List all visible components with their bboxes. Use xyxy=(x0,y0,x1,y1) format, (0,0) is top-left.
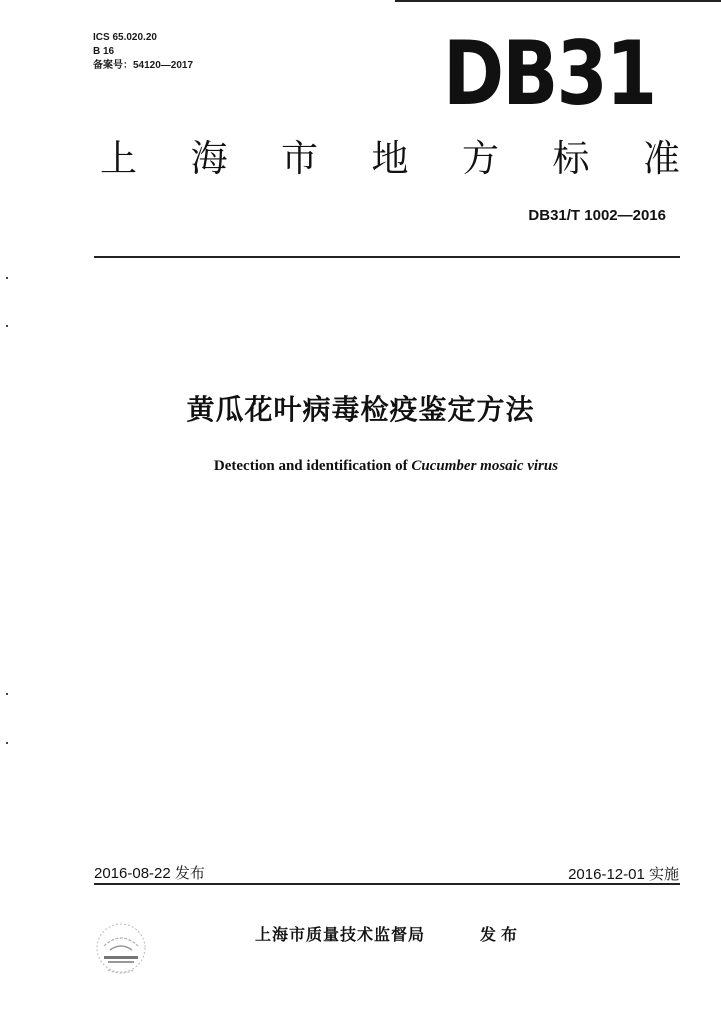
implementation-date: 2016-12-01 实施 xyxy=(568,866,679,883)
standard-type-title xyxy=(100,136,680,182)
document-title-english xyxy=(0,458,721,475)
standard-type-char: 地 xyxy=(371,137,409,180)
standard-type-char: 标 xyxy=(552,137,590,180)
classification-block xyxy=(93,31,193,73)
margin-dot xyxy=(6,693,8,695)
footer-divider xyxy=(94,883,680,885)
publication-date: 2016-08-22 发布 xyxy=(94,865,205,882)
standard-code-logo: DB31 xyxy=(443,22,656,125)
document-title-chinese: 黄瓜花叶病毒检疫鉴定方法 xyxy=(186,393,535,426)
standard-type-char: 海 xyxy=(190,137,228,180)
ics-code: ICS 65.020.20 xyxy=(93,32,157,43)
margin-dot xyxy=(6,277,8,279)
english-title-prefix: Detection and identification of xyxy=(213,458,412,474)
official-seal-stamp xyxy=(90,920,152,980)
standard-type-char: 方 xyxy=(462,137,499,180)
header-divider xyxy=(94,256,680,258)
standard-type-char: 上 xyxy=(100,137,137,180)
ccs-code: B 16 xyxy=(93,46,115,57)
margin-dot xyxy=(6,742,8,744)
filing-number: 备案号：54120—2017 xyxy=(93,60,194,71)
issuing-authority: 上海市质量技术监督局 xyxy=(255,925,426,944)
english-title-species: Cucumber mosaic virus xyxy=(411,458,559,474)
top-edge-rule xyxy=(395,0,721,2)
standard-type-char: 市 xyxy=(281,137,318,180)
standard-type-char: 准 xyxy=(643,137,680,180)
margin-dot xyxy=(6,325,8,327)
issue-label: 发布 xyxy=(480,925,523,944)
standard-number: DB31/T 1002—2016 xyxy=(528,207,666,224)
